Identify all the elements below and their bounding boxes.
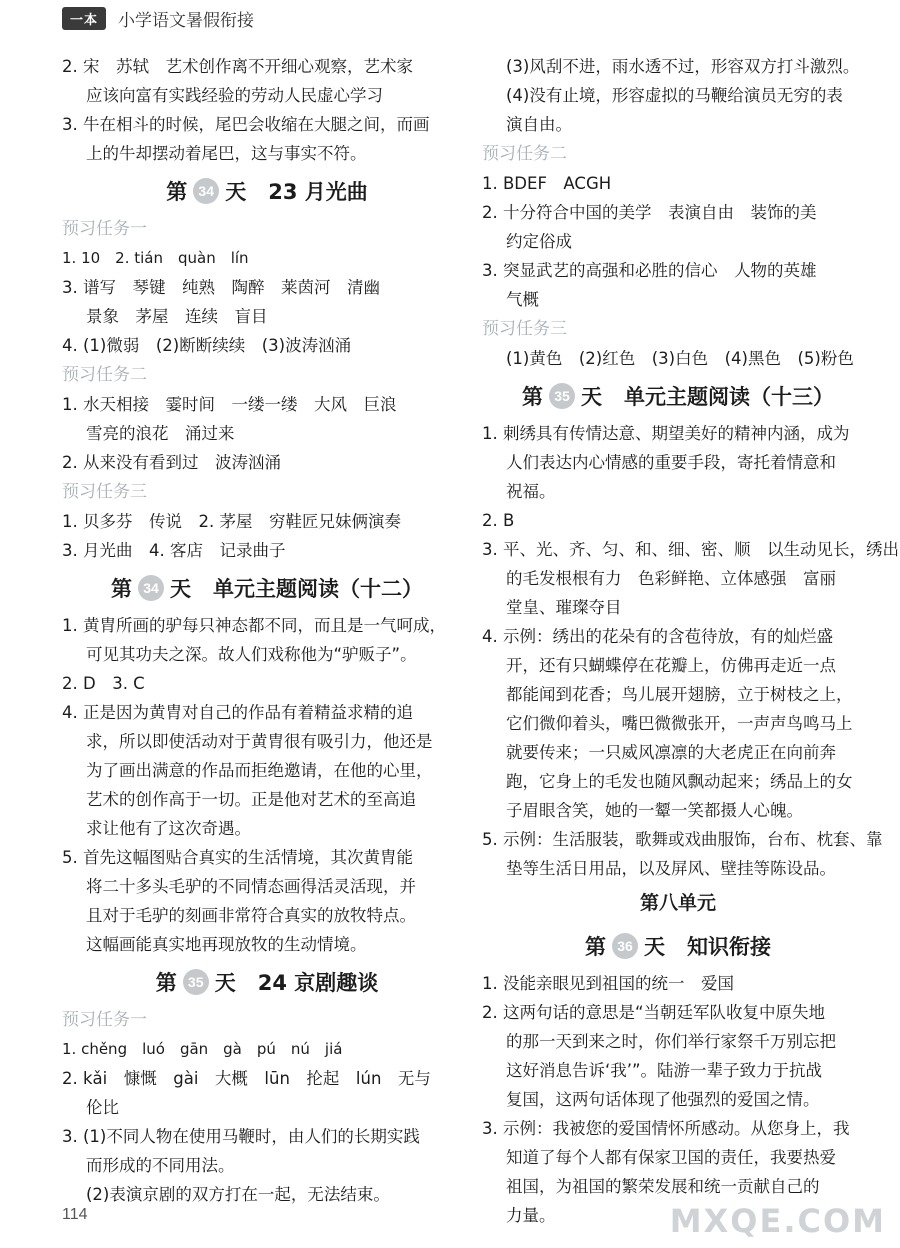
answer-line: 演自由。 <box>506 115 572 134</box>
answer-line: 景象 茅屋 连续 盲目 <box>86 307 268 326</box>
answer-line: 它们微仰着头，嘴巴微微张开，一声声鸟鸣马上 <box>506 714 853 733</box>
task-label: 预习任务二 <box>482 144 567 164</box>
page-header <box>62 6 254 30</box>
answer-line: 而形成的不同用法。 <box>86 1156 235 1175</box>
day-heading: 第 35 天 单元主题阅读（十三） <box>482 373 874 419</box>
answer-line: (1)黄色 (2)红色 (3)白色 (4)黑色 (5)粉色 <box>506 349 854 368</box>
watermark: MXQE.COM <box>669 1202 886 1240</box>
day-heading: 第 35 天 24 京剧趣谈 <box>62 959 472 1005</box>
task-label: 预习任务二 <box>62 365 147 385</box>
answer-line: 祖国，为祖国的繁荣发展和统一贡献自己的 <box>506 1177 820 1196</box>
answer-line: 3. 突显武艺的高强和必胜的信心 人物的英雄 <box>482 261 817 280</box>
answer-line: 2. 从来没有看到过 波涛汹涌 <box>62 453 281 472</box>
answer-line: 伦比 <box>86 1098 119 1117</box>
answer-line: 2. 十分符合中国的美学 表演自由 装饰的美 <box>482 203 817 222</box>
answer-line: (4)没有止境，形容虚拟的马鞭给演员无穷的表 <box>506 86 843 105</box>
answer-line: 3. 平、光、齐、匀、和、细、密、顺 以生动见长，绣出 <box>482 540 899 559</box>
task-label: 预习任务三 <box>482 319 567 339</box>
answer-line: (2)表演京剧的双方打在一起，无法结束。 <box>86 1185 390 1204</box>
answer-line: 艺术的创作高于一切。正是他对艺术的至高追 <box>86 790 416 809</box>
answer-line: 1. 刺绣具有传情达意、期望美好的精神内涵，成为 <box>482 424 850 443</box>
answer-line: 知道了每个人都有保家卫国的责任，我要热爱 <box>506 1148 836 1167</box>
unit-heading: 第八单元 <box>639 892 716 914</box>
day-number-badge: 35 <box>183 969 209 995</box>
answer-line: 上的牛却摆动着尾巴，这与事实不符。 <box>86 144 367 163</box>
answer-line: 2. 这两句话的意思是“当朝廷军队收复中原失地 <box>482 1003 826 1022</box>
answer-line: 人们表达内心情感的重要手段，寄托着情意和 <box>506 453 836 472</box>
answer-line: 3. (1)不同人物在使用马鞭时，由人们的长期实践 <box>62 1127 420 1146</box>
day-heading: 第 34 天 单元主题阅读（十二） <box>62 565 472 611</box>
answer-line: 1. 水天相接 霎时间 一缕一缕 大风 巨浪 <box>62 395 397 414</box>
answer-line: 2. D 3. C <box>62 674 145 693</box>
answer-line: 3. 谱写 琴键 纯熟 陶醉 莱茵河 清幽 <box>62 278 380 297</box>
day-heading: 第 34 天 23 月光曲 <box>62 168 472 214</box>
answer-line: 求，所以即使活动对于黄胄很有吸引力，他还是 <box>86 732 433 751</box>
answer-line: 约定俗成 <box>506 232 572 251</box>
day-number-badge: 36 <box>612 933 638 959</box>
lesson-title: 24 京剧趣谈 <box>257 971 379 995</box>
answer-line: 气概 <box>506 290 539 309</box>
page-number: 114 <box>62 1206 88 1223</box>
answer-line: 1. chěng luó gān gà pú nú jiá <box>62 1040 343 1058</box>
lesson-title: 单元主题阅读（十三） <box>624 385 834 409</box>
answer-line: 力量。 <box>506 1206 556 1225</box>
task-label: 预习任务三 <box>62 482 147 502</box>
answer-line: 2. 宋 苏轼 艺术创作离不开细心观察，艺术家 <box>62 57 413 76</box>
answer-line: 5. 首先这幅图贴合真实的生活情境，其次黄胄能 <box>62 848 413 867</box>
answer-line: 将二十多头毛驴的不同情态画得活灵活现，并 <box>86 877 416 896</box>
answer-line: 3. 示例：我被您的爱国情怀所感动。从您身上，我 <box>482 1119 850 1138</box>
answer-line: 这幅画能真实地再现放牧的生动情境。 <box>86 935 367 954</box>
answer-line: 2. B <box>482 511 515 530</box>
answer-line: 2. kǎi 慷慨 gài 大概 lūn 抡起 lún 无与 <box>62 1069 431 1088</box>
answer-line: 垫等生活日用品，以及屏风、壁挂等陈设品。 <box>506 859 836 878</box>
answer-line: 的毛发根根有力 色彩鲜艳、立体感强 富丽 <box>506 569 836 588</box>
answer-line: 1. 黄胄所画的驴每只神态都不同，而且是一气呵成， <box>62 616 446 635</box>
answer-line: 为了画出满意的作品而拒绝邀请，在他的心里， <box>86 761 433 780</box>
answer-line: 1. 贝多芬 传说 2. 茅屋 穷鞋匠兄妹俩演奏 <box>62 512 401 531</box>
answer-line: 4. (1)微弱 (2)断断续续 (3)波涛汹涌 <box>62 336 352 355</box>
answer-line: 这好消息告诉‘我’”。陆游一辈子致力于抗战 <box>506 1061 823 1080</box>
answer-line: 子眉眼含笑，她的一颦一笑都摄人心魄。 <box>506 801 803 820</box>
day-number-badge: 34 <box>193 178 219 204</box>
answer-line: 3. 牛在相斗的时候，尾巴会收缩在大腿之间，而画 <box>62 115 430 134</box>
answer-line: 都能闻到花香；鸟儿展开翅膀，立于树枝之上， <box>506 685 853 704</box>
task-label: 预习任务一 <box>62 219 147 239</box>
task-label: 预习任务一 <box>62 1010 147 1030</box>
answer-line: 应该向富有实践经验的劳动人民虚心学习 <box>86 86 383 105</box>
answer-line: 祝福。 <box>506 482 556 501</box>
answer-line: 可见其功夫之深。故人们戏称他为“驴贩子”。 <box>86 645 417 664</box>
right-column <box>482 52 899 1230</box>
answer-line: 1. 没能亲眼见到祖国的统一 爱国 <box>482 974 734 993</box>
answer-line: (3)风刮不进，雨水透不过，形容双方打斗激烈。 <box>506 57 860 76</box>
answer-line: 1. BDEF ACGH <box>482 174 612 193</box>
day-number-badge: 34 <box>138 575 164 601</box>
answer-line: 就要传来；一只威风凛凛的大老虎正在向前奔 <box>506 743 836 762</box>
answer-line: 复国，这两句话体现了他强烈的爱国之情。 <box>506 1090 820 1109</box>
day-number-badge: 35 <box>549 383 575 409</box>
answer-line: 4. 正是因为黄胄对自己的作品有着精益求精的追 <box>62 703 413 722</box>
answer-line: 的那一天到来之时，你们举行家祭千万别忘把 <box>506 1032 836 1051</box>
lesson-title: 知识衔接 <box>687 935 771 959</box>
answer-line: 开，还有只蝴蝶停在花瓣上，仿佛再走近一点 <box>506 656 836 675</box>
answer-line: 且对于毛驴的刻画非常符合真实的放牧特点。 <box>86 906 416 925</box>
brand-logo: 一本 <box>62 7 106 30</box>
answer-line: 5. 示例：生活服装，歌舞或戏曲服饰，台布、枕套、靠 <box>482 830 883 849</box>
answer-line: 雪亮的浪花 涌过来 <box>86 424 235 443</box>
answer-line: 堂皇、璀璨夺目 <box>506 598 622 617</box>
lesson-title: 23 月光曲 <box>268 180 368 204</box>
book-title: 小学语文暑假衔接 <box>118 10 255 31</box>
answer-line: 跑，它身上的毛发也随风飘动起来；绣品上的女 <box>506 772 853 791</box>
answer-line: 1. 10 2. tián quàn lín <box>62 249 249 267</box>
lesson-title: 单元主题阅读（十二） <box>213 577 423 601</box>
left-column <box>62 52 472 1209</box>
answer-line: 4. 示例：绣出的花朵有的含苞待放，有的灿烂盛 <box>482 627 833 646</box>
answer-line: 求让他有了这次奇遇。 <box>86 819 251 838</box>
answer-line: 3. 月光曲 4. 客店 记录曲子 <box>62 541 286 560</box>
day-heading: 第 36 天 知识衔接 <box>482 923 874 969</box>
